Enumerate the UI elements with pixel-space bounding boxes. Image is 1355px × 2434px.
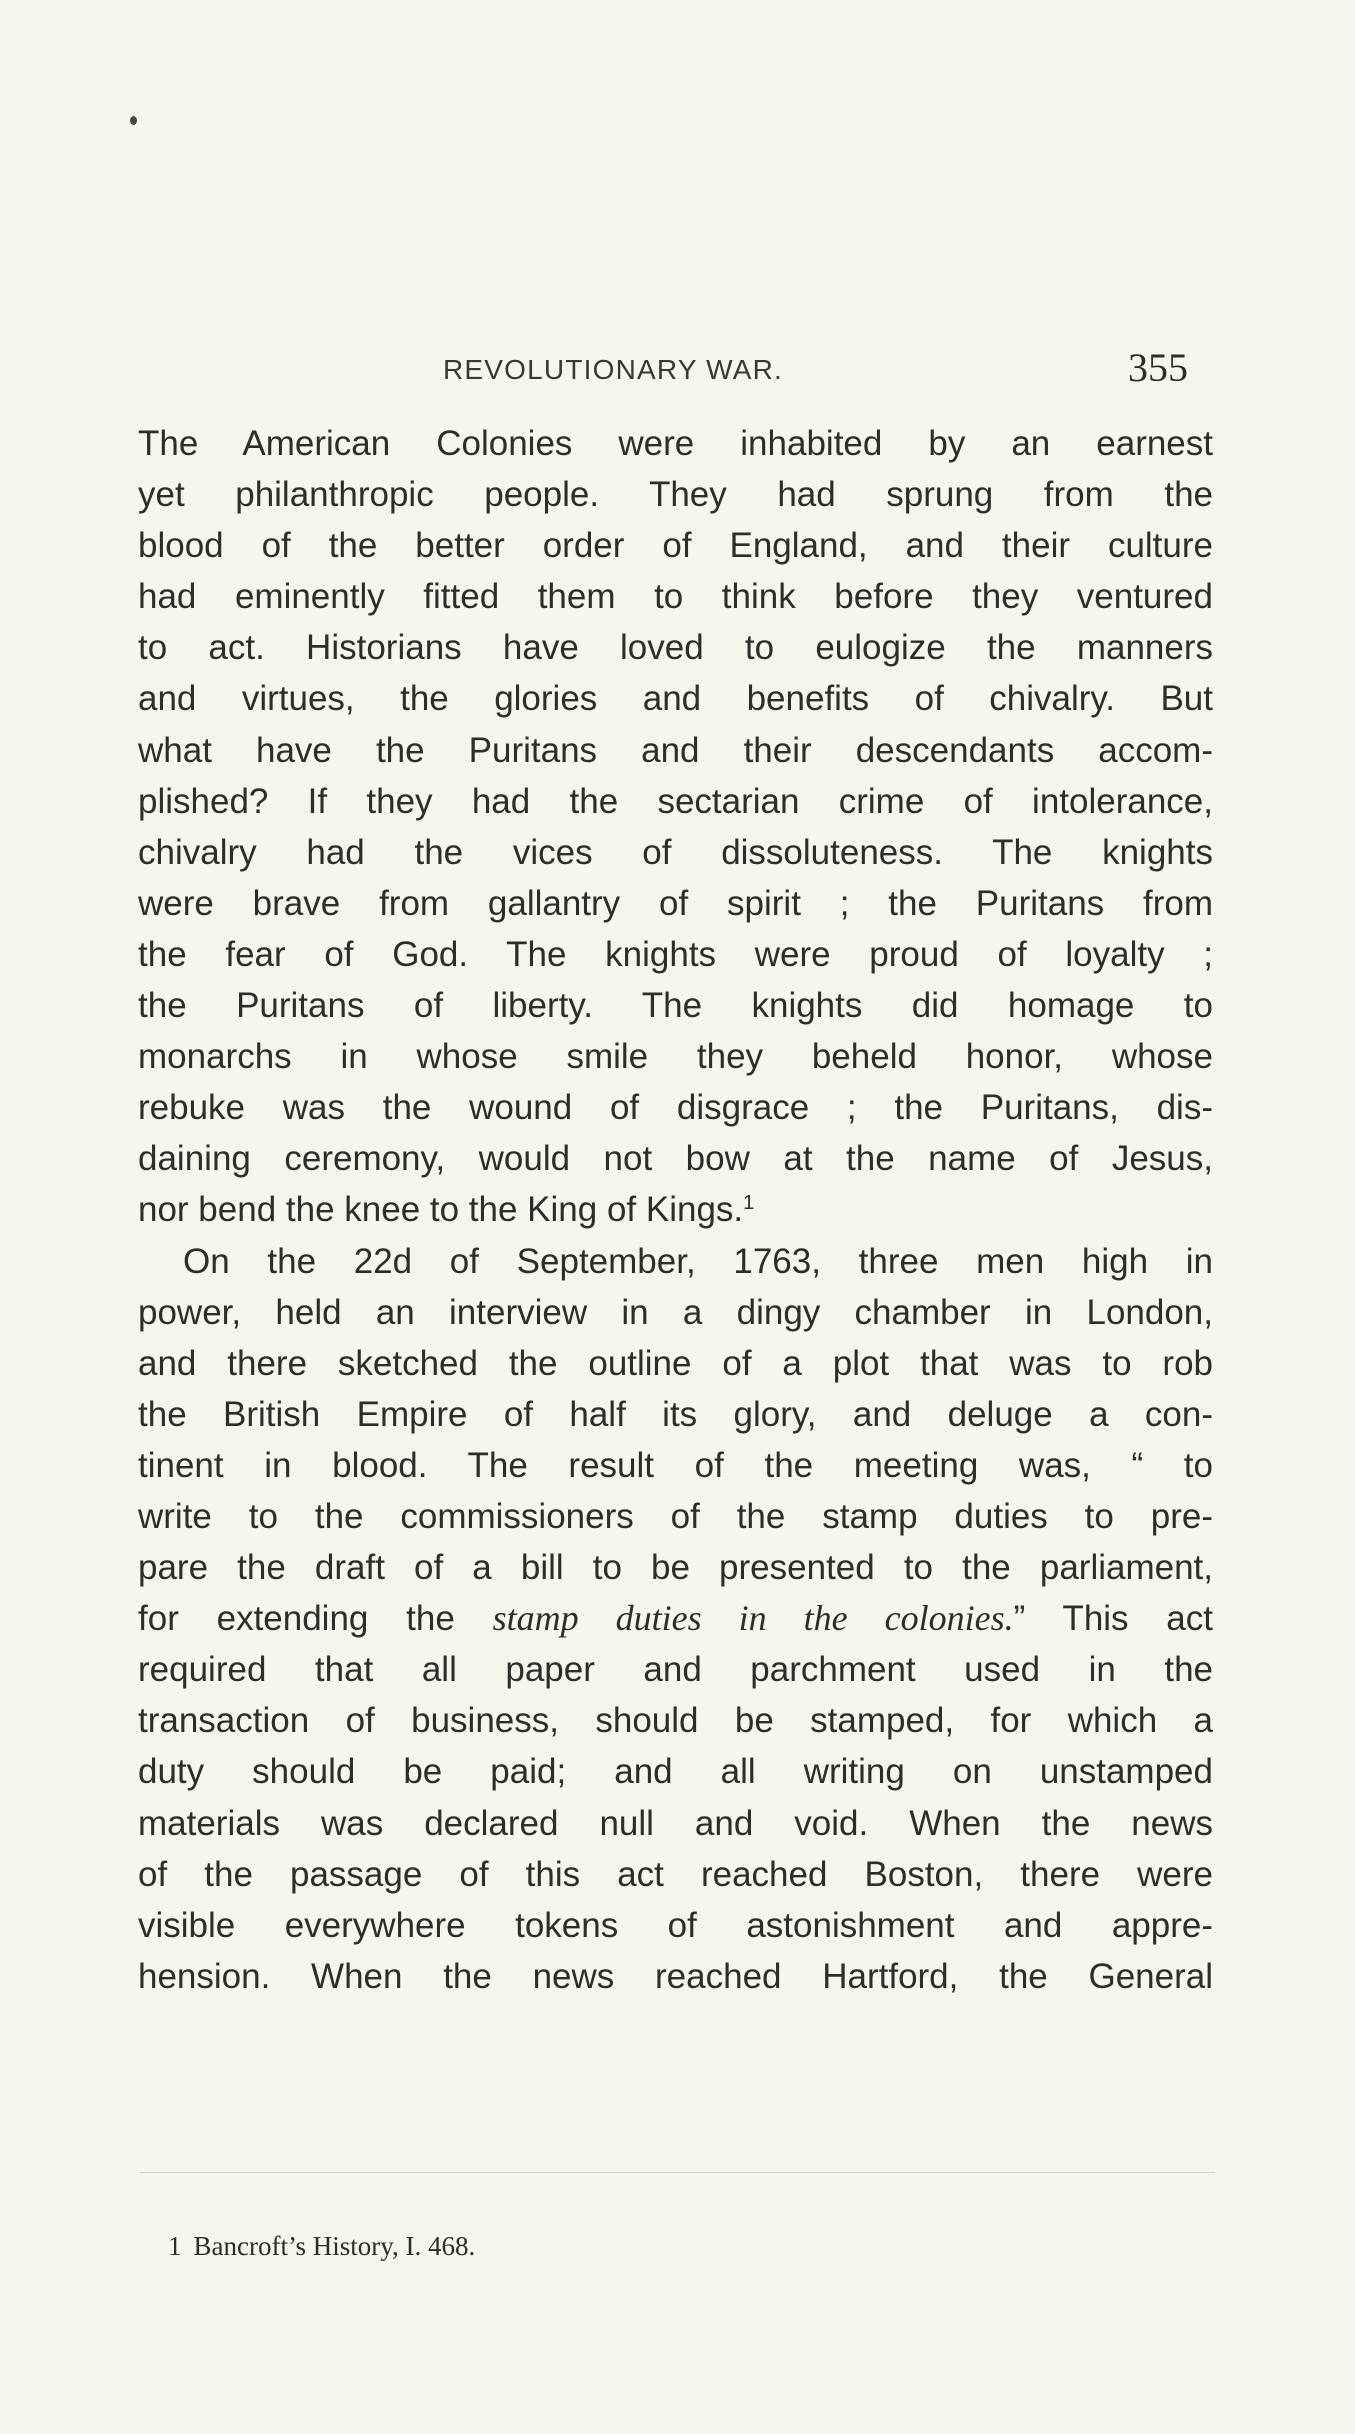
text-line: On the 22d of September, 1763, three men high in	[183, 1241, 1213, 1281]
text-line: the Puritans of liberty. The knights did homage to	[138, 986, 1213, 1026]
print-speck	[130, 116, 137, 125]
running-head	[0, 338, 1355, 398]
footnote-text: Bancroft’s History, I. 468.	[193, 2231, 476, 2261]
footnote-reference: 1	[743, 1192, 755, 1215]
text-line: duty should be paid; and all writing on unstamped	[138, 1752, 1213, 1792]
text-line: of the passage of this act reached Boston, there were	[138, 1854, 1213, 1894]
text-line: to act. Historians have loved to eulogize the manners	[138, 628, 1213, 668]
page-number: 355	[1128, 345, 1188, 390]
text-line: transaction of business, should be stamped, for which a	[138, 1701, 1213, 1741]
text-line: visible everywhere tokens of astonishment and appre-	[138, 1905, 1213, 1945]
text-line	[138, 1593, 1213, 1644]
text-run: for extending the	[138, 1599, 493, 1639]
text-line: the fear of God. The knights were proud of loyalty ;	[138, 934, 1213, 974]
text-line: daining ceremony, would not bow at the name of Jesus,	[138, 1139, 1213, 1179]
text-line: rebuke was the wound of disgrace ; the Puritans, dis-	[138, 1088, 1213, 1128]
text-line: The American Colonies were inhabited by an earnest	[138, 424, 1213, 463]
body-text	[138, 418, 1213, 2002]
text-line-content: nor bend the knee to the King of Kings.	[138, 1190, 744, 1230]
footnote-divider	[140, 2172, 1215, 2173]
running-title: REVOLUTIONARY WAR.	[443, 354, 784, 385]
text-line: and there sketched the outline of a plot that was to rob	[138, 1343, 1213, 1383]
text-line: pare the draft of a bill to be presented to the parliament,	[138, 1548, 1213, 1588]
footnote-number: 1	[168, 2231, 182, 2261]
text-line: tinent in blood. The result of the meeting was, “ to	[138, 1445, 1213, 1485]
text-line: write to the commissioners of the stamp duties to pre-	[138, 1496, 1213, 1536]
text-line: what have the Puritans and their descendants accom-	[138, 730, 1213, 770]
text-line: required that all paper and parchment used in the	[138, 1650, 1213, 1690]
text-line: chivalry had the vices of dissoluteness. The knights	[138, 832, 1213, 872]
footnote	[168, 2231, 475, 2262]
text-line: monarchs in whose smile they beheld honor, whose	[138, 1037, 1213, 1077]
text-line: yet philanthropic people. They had sprung from the	[138, 475, 1213, 515]
text-line: plished? If they had the sectarian crime of intolerance,	[138, 781, 1213, 821]
text-line: blood of the better order of England, and their culture	[138, 526, 1213, 566]
text-line: materials was declared null and void. When the news	[138, 1803, 1213, 1843]
italic-phrase: stamp duties in the colonies.	[492, 1598, 1014, 1639]
text-line: were brave from gallantry of spirit ; the Puritans from	[138, 883, 1213, 923]
text-line: and virtues, the glories and benefits of chivalry. But	[138, 679, 1213, 719]
text-line: power, held an interview in a dingy chamber in London,	[138, 1292, 1213, 1332]
text-line	[138, 1184, 1213, 1235]
text-line: the British Empire of half its glory, and deluge a con-	[138, 1394, 1213, 1434]
text-run: ” This act	[1013, 1599, 1213, 1639]
text-line: hension. When the news reached Hartford, the General	[138, 1956, 1213, 1996]
text-line: had eminently fitted them to think before they ventured	[138, 577, 1213, 617]
